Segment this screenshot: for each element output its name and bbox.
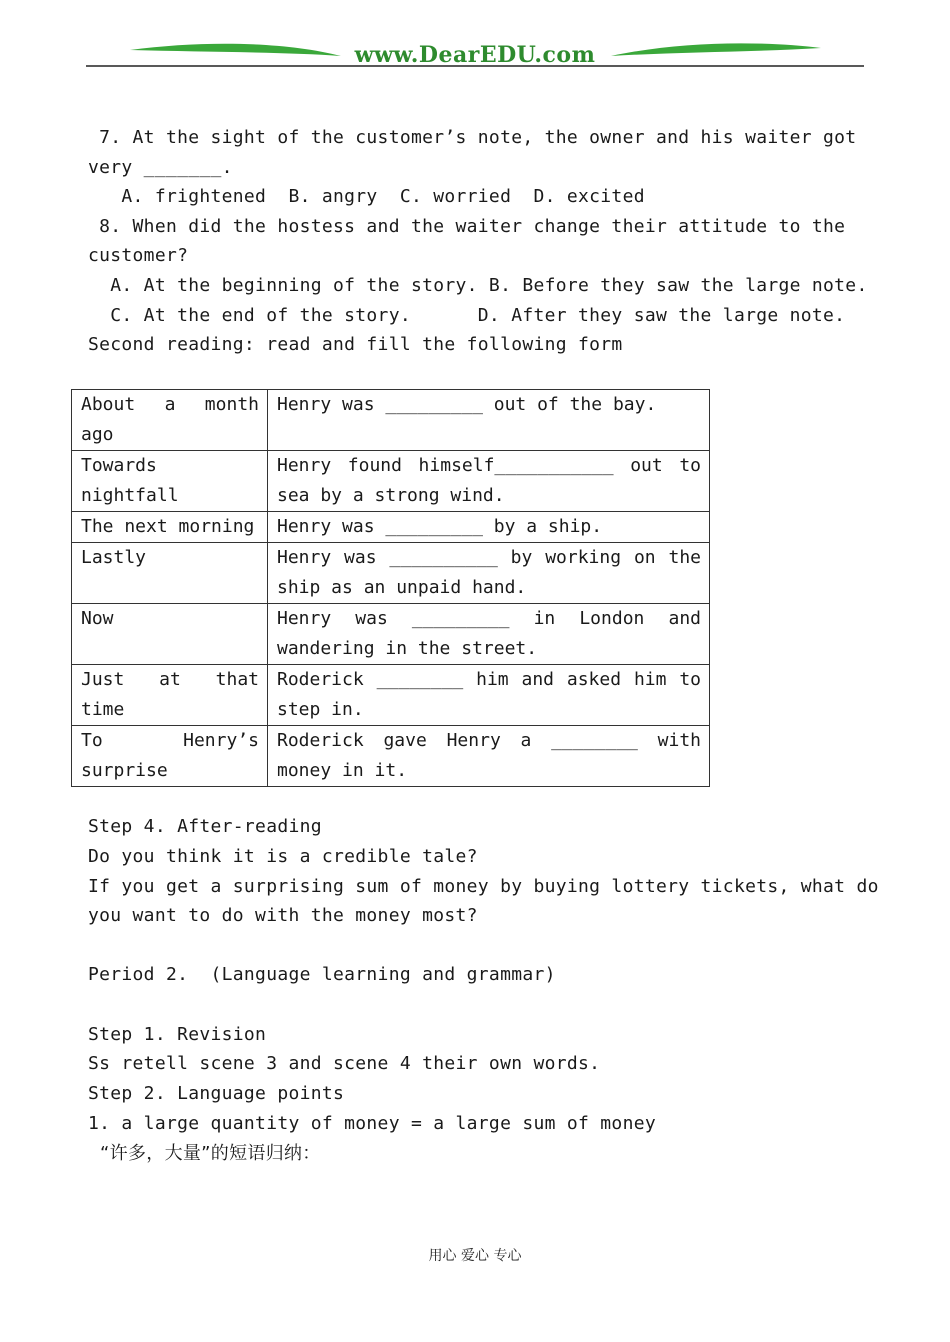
site-brand: www.DearEDU.com — [354, 42, 596, 68]
question-8-stem: 8. When did the hostess and the waiter change their attitude to the — [88, 216, 846, 237]
language-point-1: 1. a large quantity of money = a large sum of money — [88, 1113, 656, 1134]
language-point-note: “许多，大量”的短语归纳： — [88, 1143, 321, 1164]
period-heading: Period 2. (Language learning and grammar) — [88, 964, 556, 985]
time-cell: Just at that time — [72, 665, 268, 726]
step-1-text: Ss retell scene 3 and scene 4 their own words. — [88, 1053, 601, 1074]
table-row — [72, 726, 710, 787]
question-8-options-cd: C. At the end of the story. D. After they saw the large note. — [88, 305, 846, 326]
table-row — [72, 543, 710, 604]
table-row — [72, 451, 710, 512]
time-cell: To Henry’s surprise — [72, 726, 268, 787]
event-cell: Henry was _________ out of the bay. — [268, 390, 710, 451]
time-cell: Now — [72, 604, 268, 665]
table-row — [72, 390, 710, 451]
site-header — [86, 38, 864, 70]
page-footer: 用心 爱心 专心 — [428, 1248, 522, 1264]
reading-form-table — [71, 389, 710, 787]
after-reading-question-2-cont: you want to do with the money most? — [88, 905, 478, 926]
question-8-options-ab: A. At the beginning of the story. B. Before they saw the large note. — [88, 275, 868, 296]
question-7-stem-cont: very _______. — [88, 157, 233, 178]
question-7-options: A. frightened B. angry C. worried D. excited — [88, 186, 645, 207]
event-cell: Henry was _________ by a ship. — [268, 512, 710, 543]
time-cell: The next morning — [72, 512, 268, 543]
event-cell: Henry found himself___________ out to sea by a strong wind. — [268, 451, 710, 512]
table-row — [72, 604, 710, 665]
step-2-title: Step 2. Language points — [88, 1083, 345, 1104]
event-cell: Roderick ________ him and asked him to step in. — [268, 665, 710, 726]
after-reading-question-2: If you get a surprising sum of money by buying lottery tickets, what do — [88, 876, 879, 897]
question-8-stem-cont: customer? — [88, 245, 189, 266]
time-cell: About a month ago — [72, 390, 268, 451]
time-cell: Towards nightfall — [72, 451, 268, 512]
step-1-title: Step 1. Revision — [88, 1024, 267, 1045]
question-7-stem: 7. At the sight of the customer’s note, the owner and his waiter got — [88, 127, 857, 148]
after-reading-question-1: Do you think it is a credible tale? — [88, 846, 478, 867]
second-reading-instruction: Second reading: read and fill the following form — [88, 334, 623, 355]
event-cell: Henry was __________ by working on the ship as an unpaid hand. — [268, 543, 710, 604]
event-cell: Henry was _________ in London and wandering in the street. — [268, 604, 710, 665]
step-4-title: Step 4. After-reading — [88, 816, 322, 837]
table-row — [72, 512, 710, 543]
time-cell: Lastly — [72, 543, 268, 604]
event-cell: Roderick gave Henry a ________ with money in it. — [268, 726, 710, 787]
table-row — [72, 665, 710, 726]
